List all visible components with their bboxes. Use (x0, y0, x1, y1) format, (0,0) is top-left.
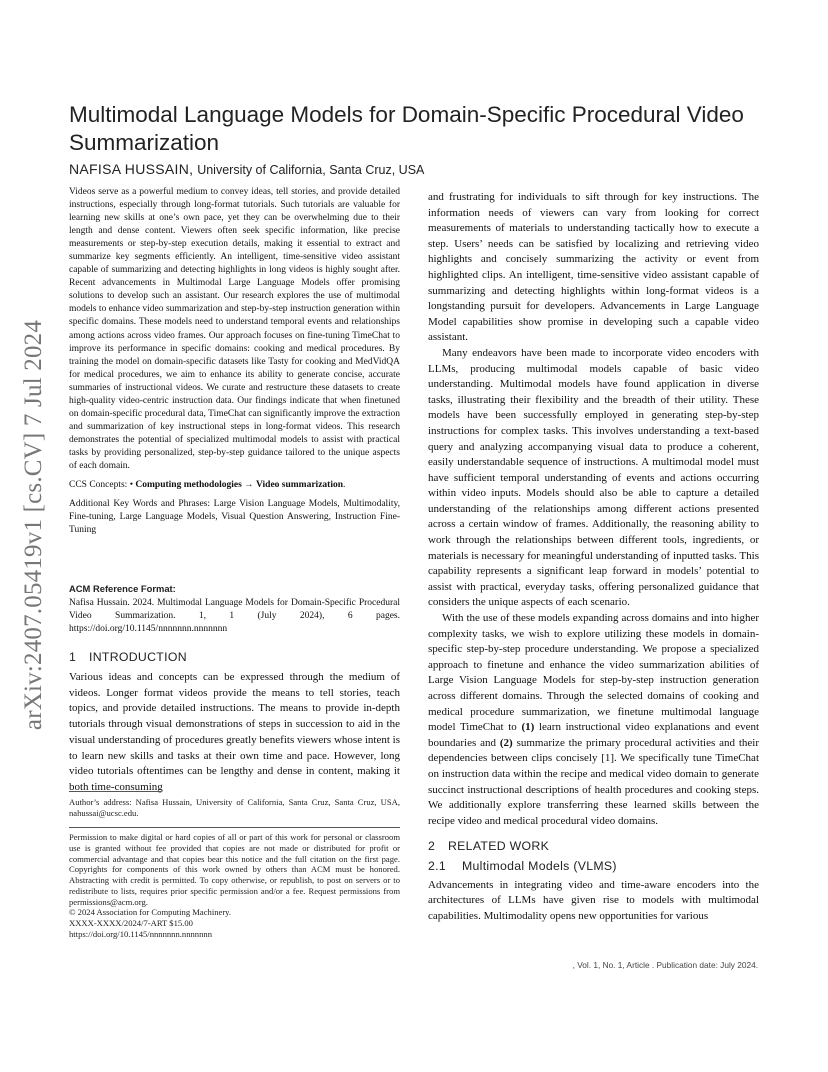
author-name: NAFISA HUSSAIN, (69, 161, 194, 177)
arxiv-id: arXiv:2407.05419v1 [cs.CV] 7 Jul 2024 (20, 319, 47, 731)
author-address-footnote: Author’s address: Nafisa Hussain, University of California, Santa Cruz, Santa Cruz, USA, nahussai@ucsc.edu. (69, 797, 400, 819)
author-affiliation: University of California, Santa Cruz, USA (197, 163, 425, 177)
author-line (69, 161, 424, 177)
right-column (428, 190, 759, 924)
paper-title: Multimodal Language Models for Domain-Specific Procedural Video Summarization (69, 102, 744, 155)
acm-reference-text: Nafisa Hussain. 2024. Multimodal Language Models for Domain-Specific Procedural Video Summarization. 1, 1 (July 2024), 6 pages. https://doi.org/10.1145/nnnnnnn.nnnnnnn (69, 598, 400, 634)
acm-reference-heading: ACM Reference Format: (69, 583, 176, 594)
intro-paragraph: Various ideas and concepts can be expressed through the medium of videos. Longer format videos provide the means to tell stories, teach topics, and provide detailed instructions. The means to provide in-depth tutorials through visual demonstrations of steps in succession to aid in the visual understanding of procedures greatly benefits viewers whose intent is to learn new skills and tasks at their own time and pace. However, long video tutorials oftentimes can be lengthy and dense in content, making it both time-consuming (69, 671, 400, 793)
arxiv-stamp (14, 0, 54, 1072)
section-heading-introduction: 1 INTRODUCTION (69, 650, 187, 664)
footnote-rule (69, 791, 161, 792)
abstract (69, 186, 400, 537)
keywords: Additional Key Words and Phrases: Large Vision Language Models, Multimodality, Fine-tuning, Large Language Models, Visual Question Answering, Instruction Fine-Tuning (69, 499, 400, 536)
isbn-line: XXXX-XXXX/2024/7-ART $15.00 (69, 918, 193, 928)
doi-line: https://doi.org/10.1145/nnnnnnn.nnnnnnn (69, 928, 212, 939)
subsection-heading-multimodal-models: 2.1 Multimodal Models (VLMS) (428, 858, 617, 873)
abstract-text: Videos serve as a powerful medium to convey ideas, tell stories, and provide detailed instructions, especially through long-format tutorials. Such tutorials are valuable for learning new skills at one’s own pace, yet they can be overwhelming due to their length and dense content. Viewers often seek specific information, like precise measurements or step-by-step execution details, making it essential to extract and summarize key segments efficiently. An intelligent, time-sensitive video assistant capable of summarizing and detecting highlights in long videos is highly sought after. Recent advancements in Multimodal Large Language Models offer promising solutions to develop such an assistant. Our research explores the use of multimodal models to enhance video summarization and step-by-step instruction generation within specific domains. These models need to understand temporal events and relationships among actions across video frames. Our approach focuses on fine-tuning TimeChat to improve its performance in specific domains: cooking and medical procedures. By training the model on domain-specific datasets like Tasty for cooking and MedVidQA for medical procedures, we aim to enhance its ability to generate concise, accurate summaries of instructional videos. We curate and restructure these datasets to create high-quality video-centric instruction data. Our findings indicate that when finetuned on domain-specific procedural data, TimeChat can significantly improve the extraction and summarization of key instructional steps in long-format videos. This research demonstrates the potential of specialized multimodal models to assist with practical tasks by providing personalized, step-by-step guidance tailored to the unique aspects of each domain. (69, 187, 400, 471)
page-footer: , Vol. 1, No. 1, Article . Publication date: July 2024. (572, 960, 758, 970)
permission-rule (69, 827, 400, 828)
right-paragraph-3: With the use of these models expanding across domains and into higher complexity tasks, we wish to explore utilizing these models in domain-specific step-by-step procedure understanding. We propose a specialized approach to finetune and enhance the video summarization abilities of Large Vision Language Models for step-by-step instruction generation across different domains. Through the selected domains of cooking and medical procedure summarization, we finetune multimodal language model TimeChat to (1) learn instructional video explanations and event boundaries and (2) summarize the primary procedural activities and their dependencies between clips concisely [1]. We specifically tune TimeChat on instruction data within the recipe and medical video domain to generate succinct instructional descriptions of health procedures and cooking steps. We additionally explore transferring these learned skills between the recipe video and medical procedural video domains. (428, 612, 760, 827)
right-paragraph-2: Many endeavors have been made to incorporate video encoders with LLMs, producing multimodal models capable of basic video understanding. Multimodal models have found application in diverse tasks, illustrating their flexibility and the breadth of their utility. These models have been successfully employed in generating step-by-step instructions for complex tasks. This involves understanding a text-based query and analyzing accompanying visual data to produce a coherent, easily understandable sequence of instructions. A multimodal model must have sufficient temporal understanding of events and actions occurring within video inputs. Models should also be able to capture a detailed understanding of the relationships among different actions presented across a certain window of frames. Additionally, the reasoning ability to work through the relationships between different tools, ingredients, or materials is necessary for meaningful understanding of inputted tasks. This capability represents a significant leap forward in models’ potential to assist with practical, everyday tasks, offering personalized guidance that considers the unique aspects of each scenario. (428, 346, 759, 609)
copyright-line: © 2024 Association for Computing Machinery. (69, 907, 232, 918)
right-paragraph-1: and frustrating for individuals to sift through for key instructions. The information needs of viewers can vary from looking for correct measurements of materials to understanding tactically how to execute a step. Users’ needs can be satisfied by localizing and retrieving video highlights and concisely summarizing the activity or event from highlighted clips. An intelligent, time-sensitive video assistant capable of summarizing and detecting highlights within long-format videos is a longstanding pursuit for developers. Advancements in Large Language Model capabilities show promise in developing such a capable video assistant. (428, 191, 759, 344)
ccs-concepts: CCS Concepts: • Computing methodologies → Video summarization. (69, 480, 346, 491)
section-heading-related-work: 2 RELATED WORK (428, 839, 550, 854)
permission-text: Permission to make digital or hard copies of all or part of this work for personal or classroom use is granted without fee provided that copies are not made or distributed for profit or commercial advantage and that copies bear this notice and the full citation on the first page. Copyrights for components of this work owned by others than ACM must be honored. Abstracting with credit is permitted. To copy otherwise, or republish, to post on servers or to redistribute to lists, requires prior specific permission and/or a fee. Request permissions from permissions@acm.org. (69, 832, 400, 907)
permission-block (69, 832, 400, 940)
introduction-body (69, 670, 400, 796)
right-paragraph-4: Advancements in integrating video and time-aware encoders into the architectures of LLMs have given rise to models with multimodal capabilities. Multimodality opens new opportunities for various (428, 878, 759, 922)
